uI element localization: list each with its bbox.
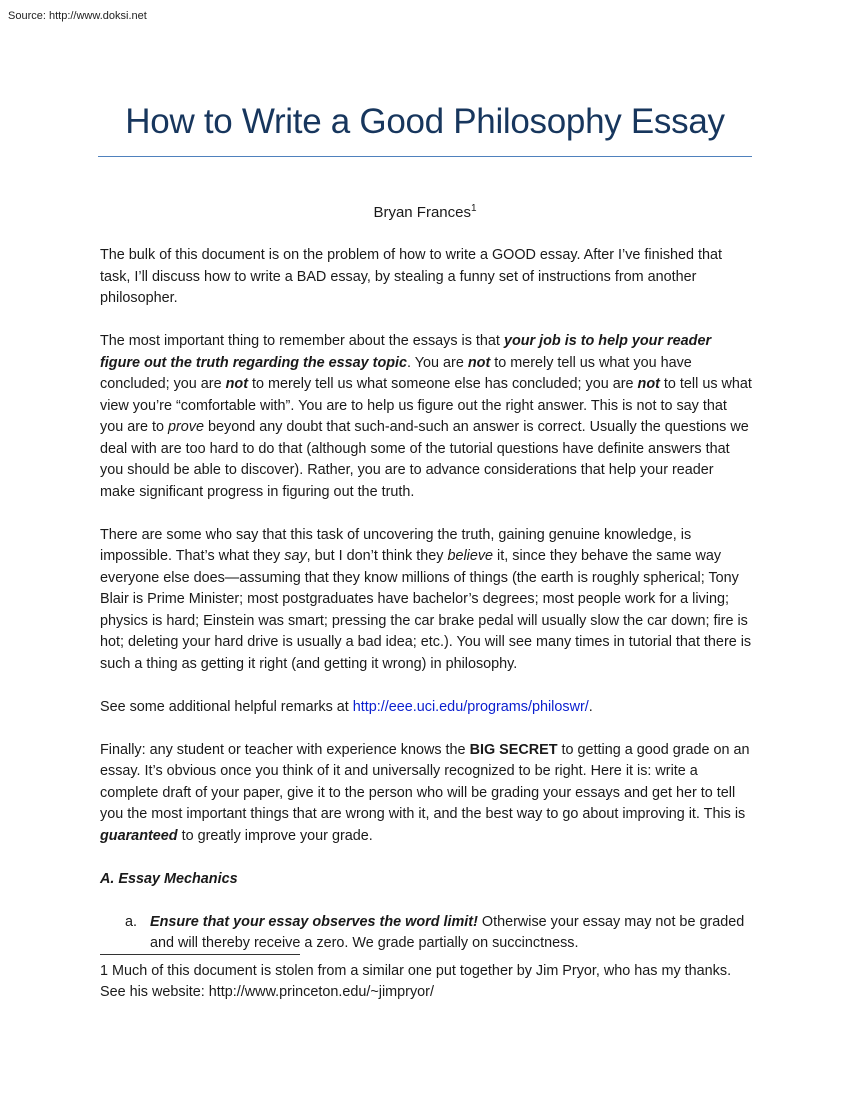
text-run: to merely tell us what you have concluded; you are — [100, 354, 692, 392]
author-line — [98, 198, 752, 224]
section-heading: A. Essay Mechanics — [100, 870, 238, 887]
text-run: to merely tell us what someone else has concluded; you are — [247, 376, 638, 392]
page-title: How to Write a Good Philosophy Essay — [125, 102, 725, 141]
text-run: beyond any doubt that such-and-such an answer is correct. Usually the questions we deal with are too hard to do that (although some of the tutorial questions have definite answers that you should be able to discover). Rather, you are to advance considerations that help your reader make significant progress in figuring out the truth. — [100, 419, 749, 500]
emphasis-text: not — [467, 354, 491, 371]
emphasis-text: not — [225, 376, 248, 392]
paragraph-intro: The bulk of this document is on the problem of how to write a GOOD essay. After I’ve finished that task, I’ll discuss how to write a BAD essay, by stealing a funny set of instructions from another philosopher. — [100, 247, 723, 306]
text-run: to getting a good grade on an essay. It’s obvious once you think of it and universally recognized to be right. Here it is: write a complete draft of your paper, give it to the person who will be grading your essays and get her to tell you the most important things that are wrong with it, and the best way to go about improving it. This is — [100, 741, 750, 822]
text-run: See some additional helpful remarks at — [100, 698, 353, 715]
list-marker: a. — [125, 913, 138, 930]
text-run: . You are — [407, 354, 468, 371]
footnote-ref[interactable]: 1 — [470, 203, 477, 214]
text-run: to tell us what view you’re “comfortable with”. You are to help us figure out the right answer. This is not to say that you are to — [100, 376, 752, 435]
remarks-link[interactable]: http://eee.uci.edu/programs/philoswr/ — [352, 698, 589, 715]
author-name: Bryan Frances — [373, 204, 471, 221]
text-run: The most important thing to remember about the essays is that — [100, 333, 504, 349]
emphasis-text: not — [637, 376, 660, 392]
list-item-text — [150, 912, 752, 955]
text-run: it, since they behave the same way everyone else does—assuming that they know millions of things (the earth is roughly spherical; Tony Blair is Prime Minister; most postgraduates have bachelor’s degrees; most people work for a living; physics is hard; Einstein was smart; pressing the car brake pedal will usually slow the car down; fire is hot; deleting your hard drive is usually a bad idea; etc.). You will see many times in tutorial that there is such a thing as getting it right (and getting it wrong) in philosophy. — [100, 548, 752, 672]
text-run: , but I don’t think they — [306, 548, 448, 564]
list-item — [100, 912, 752, 955]
emphasis-text: Ensure that your essay observes the word limit! — [150, 913, 478, 930]
paragraph-remarks — [100, 697, 752, 719]
text-run: to greatly improve your grade. — [177, 827, 373, 844]
bold-text: BIG SECRET — [469, 741, 558, 758]
emphasis-text: your job is to help your reader figure out the truth regarding the essay topic — [100, 333, 712, 371]
footnote-divider — [100, 954, 300, 955]
italic-text: prove — [168, 419, 204, 435]
text-run: . — [588, 698, 593, 715]
text-run: Finally: any student or teacher with experience knows the — [100, 741, 470, 758]
footnote: 1 Much of this document is stolen from a similar one put together by Jim Pryor, who has my thanks. See his website: http://www.princeton.edu/~jimpryor/ — [100, 963, 732, 1000]
emphasis-text: guaranteed — [100, 827, 178, 844]
paragraph-truth — [100, 525, 752, 676]
source-line: Source: http://www.doksi.net — [8, 10, 147, 22]
title-divider — [98, 156, 752, 157]
text-run: Otherwise your essay may not be graded and will thereby receive a zero. We grade partially on succinctness. — [150, 913, 745, 951]
paragraph-secret — [100, 740, 752, 848]
italic-text: believe — [447, 548, 494, 564]
paragraph-important — [100, 331, 752, 503]
text-run: There are some who say that this task of uncovering the truth, gaining genuine knowledge, is impossible. That’s what they — [100, 526, 692, 564]
document-body — [100, 245, 752, 955]
italic-text: say — [284, 548, 307, 564]
